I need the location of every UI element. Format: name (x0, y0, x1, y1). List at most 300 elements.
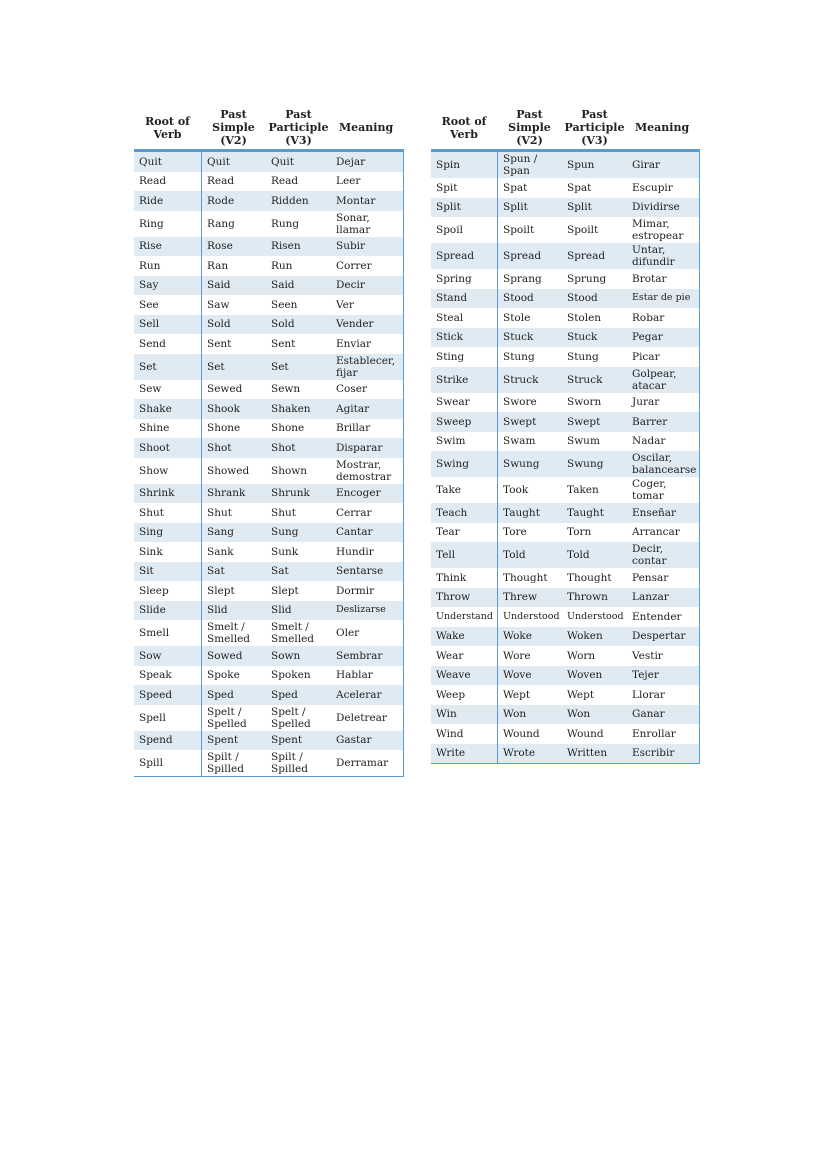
cell-root: Sing (139, 526, 164, 539)
header-root: Root of Verb (441, 114, 487, 141)
cell-past-simple: Spun / Span (497, 152, 562, 178)
cell-past-participle: Spread (567, 250, 606, 262)
cell-past-simple: Spread (497, 243, 562, 269)
cell-meaning: Brillar (331, 419, 404, 439)
cell-past-simple: Sold (201, 315, 266, 335)
cell-past-participle: Stung (567, 350, 599, 363)
cell-past-participle: Spat (567, 181, 592, 194)
cell-root: Shut (139, 506, 164, 519)
cell-past-simple: Stuck (497, 328, 562, 348)
cell-past-simple: Stole (497, 308, 562, 328)
cell-past-participle: Told (567, 549, 590, 561)
cell-root: Swing (436, 458, 470, 470)
table-row (431, 347, 700, 367)
cell-meaning: Vestir (627, 646, 700, 666)
cell-meaning: Mostrar, demostrar (331, 458, 404, 484)
cell-root: Smell (139, 627, 170, 639)
table-body (431, 152, 700, 764)
cell-root: Throw (436, 591, 471, 604)
cell-past-simple: Showed (201, 458, 266, 484)
cell-meaning: Cerrar (331, 503, 404, 523)
cell-root: Run (139, 259, 161, 272)
table-row (431, 588, 700, 608)
cell-meaning: Dormir (331, 581, 404, 601)
cell-meaning: Despertar (627, 627, 700, 647)
cell-root: Show (139, 464, 169, 477)
cell-root: Spin (436, 159, 461, 171)
cell-meaning: Girar (627, 152, 700, 178)
cell-past-simple: Shone (201, 419, 266, 439)
table-row (134, 334, 404, 354)
cell-past-simple: Sang (201, 523, 266, 543)
cell-past-simple: Shook (201, 399, 266, 419)
cell-root: Sew (139, 383, 162, 396)
cell-past-simple: Swam (497, 432, 562, 452)
cell-meaning: Coser (331, 380, 404, 400)
cell-root: Teach (436, 506, 468, 519)
cell-past-participle: Ridden (271, 194, 309, 207)
cell-past-participle: Shone (271, 422, 305, 435)
table-row (134, 503, 404, 523)
cell-past-simple: Set (201, 354, 266, 380)
table-row (134, 666, 404, 686)
table-row (134, 601, 404, 621)
table-row (134, 152, 404, 172)
table-row (431, 412, 700, 432)
cell-past-simple: Tore (497, 523, 562, 543)
cell-past-simple: Sowed (201, 646, 266, 666)
cell-root: Tear (436, 526, 460, 539)
cell-past-participle: Sped (271, 688, 298, 701)
table-row (431, 328, 700, 348)
cell-past-simple: Sent (201, 334, 266, 354)
cell-meaning: Decir (331, 276, 404, 296)
cell-root: Wind (436, 727, 464, 740)
table-header (431, 106, 700, 152)
cell-past-participle: Sold (271, 318, 295, 331)
cell-root: Wake (436, 630, 465, 643)
cell-past-participle: Shown (271, 464, 308, 477)
table-row (431, 477, 700, 503)
table-row (134, 542, 404, 562)
table-row (431, 367, 700, 393)
table-row (134, 237, 404, 257)
cell-past-simple: Struck (497, 367, 562, 393)
cell-past-participle: Shot (271, 441, 296, 454)
cell-past-simple: Understood (497, 607, 562, 627)
cell-past-participle: Spun (567, 159, 595, 171)
cell-past-participle: Taken (567, 484, 599, 496)
cell-past-participle: Sewn (271, 383, 301, 396)
table-row (431, 503, 700, 523)
cell-past-simple: Shot (201, 438, 266, 458)
cell-past-simple: Spelt / Spelled (201, 705, 266, 731)
cell-past-participle: Shaken (271, 402, 311, 415)
table-row (431, 269, 700, 289)
table-row (134, 750, 404, 777)
cell-past-simple: Sped (201, 685, 266, 705)
cell-root: Quit (139, 155, 162, 168)
cell-past-simple: Wore (497, 646, 562, 666)
cell-past-participle: Stood (567, 292, 598, 305)
table-header (134, 106, 404, 152)
table-row (134, 620, 404, 646)
table-row (431, 178, 700, 198)
cell-past-simple: Taught (497, 503, 562, 523)
table-row (134, 380, 404, 400)
cell-root: Speak (139, 669, 172, 682)
cell-past-participle: Shut (271, 506, 296, 519)
table-row (431, 198, 700, 218)
table-row (431, 724, 700, 744)
cell-past-simple: Ran (201, 256, 266, 276)
cell-past-participle: Struck (567, 373, 603, 386)
cell-meaning: Decir, contar (627, 542, 700, 568)
table-body (134, 152, 404, 777)
cell-past-simple: Split (497, 198, 562, 218)
cell-root: Swear (436, 396, 470, 409)
header-meaning: Meaning (339, 121, 394, 134)
cell-past-simple: Saw (201, 295, 266, 315)
cell-past-participle: Worn (567, 649, 596, 662)
cell-root: Weep (436, 688, 466, 701)
cell-meaning: Coger, tomar (627, 477, 700, 503)
cell-meaning: Pensar (627, 568, 700, 588)
cell-meaning: Picar (627, 347, 700, 367)
cell-root: Ride (139, 194, 164, 207)
cell-past-simple: Wound (497, 724, 562, 744)
cell-root: Spell (139, 711, 166, 724)
cell-meaning: Jurar (627, 393, 700, 413)
cell-past-simple: Slid (201, 601, 266, 621)
table-row (134, 484, 404, 504)
table-row (431, 607, 700, 627)
cell-root: Wear (436, 649, 464, 662)
cell-meaning: Arrancar (627, 523, 700, 543)
cell-root: Swim (436, 435, 466, 448)
cell-root: Take (436, 484, 462, 496)
cell-meaning: Gastar (331, 731, 404, 751)
cell-root: Sell (139, 318, 160, 331)
cell-meaning: Deletrear (331, 705, 404, 731)
cell-root: Shake (139, 402, 172, 415)
cell-meaning: Correr (331, 256, 404, 276)
cell-meaning: Disparar (331, 438, 404, 458)
cell-meaning: Estar de pie (627, 289, 700, 309)
table-row (134, 705, 404, 731)
cell-meaning: Oler (331, 620, 404, 646)
cell-meaning: Robar (627, 308, 700, 328)
cell-past-simple: Wove (497, 666, 562, 686)
cell-past-participle: Sat (271, 565, 289, 578)
cell-meaning: Enseñar (627, 503, 700, 523)
cell-past-participle: Thrown (567, 591, 608, 604)
cell-past-participle: Seen (271, 298, 298, 311)
cell-root: Spit (436, 181, 458, 194)
cell-root: Steal (436, 311, 464, 324)
cell-meaning: Escribir (627, 744, 700, 764)
cell-meaning: Acelerar (331, 685, 404, 705)
cell-root: Set (139, 360, 157, 373)
cell-root: Spread (436, 250, 475, 262)
cell-past-participle: Understood (567, 610, 624, 622)
cell-meaning: Sonar, llamar (331, 211, 404, 237)
cell-meaning: Enviar (331, 334, 404, 354)
table-row (134, 419, 404, 439)
table-row (134, 731, 404, 751)
table-row (431, 393, 700, 413)
cell-meaning: Entender (627, 607, 700, 627)
cell-past-participle: Quit (271, 155, 294, 168)
cell-root: Read (139, 175, 167, 188)
cell-past-simple: Stung (497, 347, 562, 367)
cell-root: Sleep (139, 584, 169, 597)
table-row (431, 243, 700, 269)
cell-past-participle: Sprung (567, 272, 607, 285)
cell-past-participle: Read (271, 175, 299, 188)
cell-root: Speed (139, 688, 173, 701)
cell-past-participle: Won (567, 708, 591, 721)
cell-meaning: Derramar (331, 750, 404, 776)
cell-root: Sow (139, 649, 162, 662)
cell-past-simple: Rang (201, 211, 266, 237)
cell-past-simple: Spoilt (497, 217, 562, 243)
cell-past-simple: Shrank (201, 484, 266, 504)
cell-past-participle: Wept (567, 688, 595, 701)
cell-past-simple: Sewed (201, 380, 266, 400)
cell-meaning: Barrer (627, 412, 700, 432)
table-row (134, 581, 404, 601)
cell-past-simple: Spoke (201, 666, 266, 686)
cell-past-participle: Sunk (271, 545, 299, 558)
table-row (134, 211, 404, 237)
cell-past-participle: Run (271, 259, 293, 272)
cell-root: Shrink (139, 487, 175, 500)
cell-past-simple: Told (497, 542, 562, 568)
table-row (431, 627, 700, 647)
cell-past-participle: Written (567, 747, 608, 760)
cell-root: Shine (139, 422, 170, 435)
header-meaning: Meaning (635, 121, 690, 134)
cell-past-simple: Sat (201, 562, 266, 582)
header-past-participle: Past Participle (V3) (564, 108, 625, 147)
cell-past-participle: Sown (271, 649, 301, 662)
table-row (431, 308, 700, 328)
cell-past-participle: Stolen (567, 311, 602, 324)
table-row (431, 685, 700, 705)
table-row (431, 289, 700, 309)
cell-past-simple: Sprang (497, 269, 562, 289)
verb-table-left (134, 106, 404, 777)
cell-root: Spill (139, 757, 163, 769)
cell-root: Spring (436, 272, 472, 285)
table-row (431, 568, 700, 588)
cell-meaning: Agitar (331, 399, 404, 419)
cell-meaning: Encoger (331, 484, 404, 504)
cell-past-simple: Spat (497, 178, 562, 198)
cell-past-simple: Slept (201, 581, 266, 601)
cell-root: Send (139, 337, 166, 350)
table-row (431, 523, 700, 543)
cell-past-simple: Spilt / Spilled (201, 750, 266, 776)
verb-table-right (431, 106, 700, 764)
cell-past-participle: Spilt / Spilled (271, 751, 308, 775)
cell-root: See (139, 298, 159, 311)
cell-past-participle: Spoken (271, 669, 311, 682)
cell-meaning: Hundir (331, 542, 404, 562)
cell-past-participle: Spelt / Spelled (271, 705, 311, 730)
cell-root: Slide (139, 604, 166, 617)
cell-past-participle: Torn (567, 526, 592, 539)
cell-meaning: Pegar (627, 328, 700, 348)
cell-root: Weave (436, 669, 471, 682)
cell-meaning: Brotar (627, 269, 700, 289)
header-past-simple: Past Simple (V2) (508, 108, 551, 147)
cell-meaning: Montar (331, 191, 404, 211)
table-row (431, 542, 700, 568)
cell-meaning: Oscilar, balancearse (627, 451, 700, 477)
cell-meaning: Escupir (627, 178, 700, 198)
cell-meaning: Deslizarse (331, 601, 404, 621)
cell-meaning: Enrollar (627, 724, 700, 744)
cell-past-simple: Swept (497, 412, 562, 432)
cell-past-participle: Said (271, 279, 295, 292)
cell-past-simple: Rose (201, 237, 266, 257)
cell-meaning: Tejer (627, 666, 700, 686)
cell-meaning: Sembrar (331, 646, 404, 666)
table-row (431, 432, 700, 452)
cell-meaning: Mimar, estropear (627, 217, 700, 243)
cell-meaning: Vender (331, 315, 404, 335)
cell-past-simple: Rode (201, 191, 266, 211)
cell-root: Understand (436, 610, 493, 622)
cell-past-participle: Woken (567, 630, 603, 643)
cell-past-simple: Spent (201, 731, 266, 751)
cell-past-participle: Set (271, 360, 289, 373)
table-row (431, 152, 700, 178)
table-row (134, 523, 404, 543)
cell-past-simple: Sank (201, 542, 266, 562)
cell-past-simple: Swore (497, 393, 562, 413)
table-row (431, 744, 700, 765)
cell-past-simple: Thought (497, 568, 562, 588)
table-row (134, 315, 404, 335)
cell-past-participle: Split (567, 201, 592, 214)
cell-past-participle: Swum (567, 435, 600, 448)
cell-past-participle: Wound (567, 727, 604, 740)
cell-past-simple: Wrote (497, 744, 562, 764)
cell-past-simple: Smelt / Smelled (201, 620, 266, 646)
cell-root: Rise (139, 240, 162, 253)
cell-root: Spoil (436, 224, 463, 236)
cell-meaning: Ver (331, 295, 404, 315)
table-row (134, 191, 404, 211)
cell-root: Ring (139, 217, 164, 230)
cell-past-participle: Spoilt (567, 224, 599, 236)
table-row (134, 276, 404, 296)
cell-root: Win (436, 708, 457, 721)
cell-past-participle: Spent (271, 734, 303, 747)
cell-past-simple: Won (497, 705, 562, 725)
cell-past-participle: Stuck (567, 331, 598, 344)
cell-root: Stick (436, 331, 464, 344)
cell-meaning: Untar, difundir (627, 243, 700, 269)
cell-root: Split (436, 201, 461, 214)
cell-root: Strike (436, 373, 469, 386)
header-root: Root of Verb (145, 114, 190, 141)
cell-meaning: Dividirse (627, 198, 700, 218)
table-row (431, 451, 700, 477)
table-row (134, 685, 404, 705)
cell-past-participle: Sung (271, 526, 299, 539)
cell-past-participle: Slid (271, 604, 292, 617)
cell-meaning: Subir (331, 237, 404, 257)
cell-meaning: Nadar (627, 432, 700, 452)
table-row (134, 172, 404, 192)
cell-past-participle: Shrunk (271, 487, 310, 500)
table-row (134, 458, 404, 484)
cell-past-participle: Swung (567, 458, 604, 470)
cell-root: Say (139, 279, 159, 292)
cell-meaning: Lanzar (627, 588, 700, 608)
table-row (134, 438, 404, 458)
cell-past-participle: Taught (567, 506, 604, 519)
table-row (431, 217, 700, 243)
cell-past-simple: Took (497, 477, 562, 503)
cell-root: Spend (139, 734, 173, 747)
cell-past-participle: Risen (271, 240, 301, 253)
cell-past-simple: Threw (497, 588, 562, 608)
table-row (431, 646, 700, 666)
table-row (134, 646, 404, 666)
cell-past-simple: Woke (497, 627, 562, 647)
cell-root: Sting (436, 350, 465, 363)
cell-root: Think (436, 571, 467, 584)
cell-root: Sweep (436, 415, 472, 428)
cell-past-simple: Quit (201, 152, 266, 172)
table-row (431, 705, 700, 725)
cell-root: Stand (436, 292, 468, 305)
cell-meaning: Leer (331, 172, 404, 192)
cell-past-participle: Sworn (567, 396, 602, 409)
table-row (134, 256, 404, 276)
cell-meaning: Ganar (627, 705, 700, 725)
cell-root: Shoot (139, 441, 170, 454)
cell-meaning: Golpear, atacar (627, 367, 700, 393)
cell-root: Sit (139, 565, 154, 578)
cell-root: Write (436, 747, 466, 760)
cell-meaning: Cantar (331, 523, 404, 543)
cell-past-simple: Read (201, 172, 266, 192)
cell-meaning: Establecer, fijar (331, 354, 404, 380)
table-row (134, 399, 404, 419)
table-row (134, 295, 404, 315)
cell-meaning: Sentarse (331, 562, 404, 582)
cell-past-simple: Swung (497, 451, 562, 477)
cell-root: Sink (139, 545, 163, 558)
cell-past-participle: Thought (567, 571, 612, 584)
header-past-simple: Past Simple (V2) (212, 108, 255, 147)
cell-meaning: Dejar (331, 152, 404, 172)
cell-past-participle: Smelt / Smelled (271, 621, 315, 645)
cell-past-participle: Rung (271, 217, 300, 230)
cell-past-simple: Shut (201, 503, 266, 523)
cell-meaning: Llorar (627, 685, 700, 705)
cell-meaning: Hablar (331, 666, 404, 686)
cell-past-simple: Said (201, 276, 266, 296)
cell-past-simple: Wept (497, 685, 562, 705)
table-row (134, 354, 404, 380)
